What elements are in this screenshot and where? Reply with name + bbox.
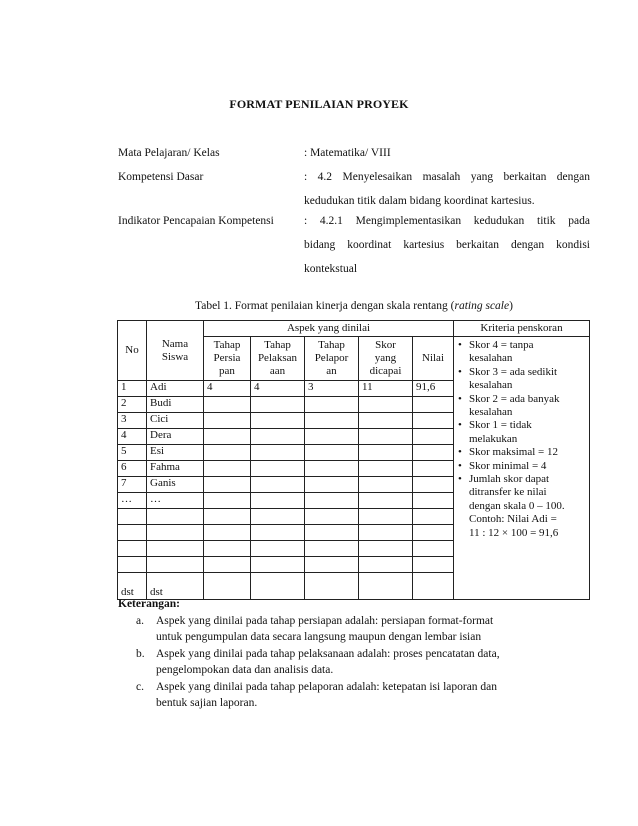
cell-nilai [413,445,454,461]
keterangan-line: Aspek yang dinilai pada tahap pelaksanaan adalah: proses pencatatan data, [156,648,500,660]
cell-nama: … [147,493,204,509]
criteria-example-line: Contoh: Nilai Adi = [469,513,557,526]
header-pelaksanaan [251,337,305,381]
cell-nilai [413,541,454,557]
cell-skor [359,397,413,413]
cell-nama: Budi [147,397,204,413]
criteria-item-line: kesalahan [469,352,513,365]
header-pelaksanaan-line: Pelaksan [257,352,298,364]
cell-skor [359,525,413,541]
cell-no: 5 [118,445,147,461]
caption-end: ) [509,300,513,312]
criteria-item-line: • Skor 2 = ada banyak [469,392,560,405]
cell-no [118,541,147,557]
cell-persiapan [204,397,251,413]
cell-nilai [413,493,454,509]
cell-no: 1 [118,381,147,397]
header-pelaksanaan-line: Tahap [264,339,291,351]
cell-nama: dst [147,573,204,600]
keterangan-line: Aspek yang dinilai pada tahap pelaporan adalah: ketepatan isi laporan dan [156,681,498,693]
keterangan-section [118,598,590,713]
header-skor [359,337,413,381]
cell-persiapan [204,413,251,429]
cell-pelaporan [305,461,359,477]
criteria-item-line: dengan skala 0 – 100. [469,499,565,512]
header-persiapan-line: Persia [213,352,241,364]
cell-pelaporan [305,397,359,413]
ipk-line-2: bidang koordinat kartesius berkaitan dengan kondisi [304,239,590,251]
criteria-item-line: • Skor maksimal = 12 [469,446,559,459]
cell-pelaporan [305,573,359,600]
cell-skor [359,477,413,493]
criteria-item [457,460,586,473]
cell-nilai: 91,6 [413,381,454,397]
criteria-item [457,473,586,513]
cell-pelaporan [305,493,359,509]
rating-table [117,320,590,600]
cell-no: 7 [118,477,147,493]
cell-nama [147,525,204,541]
header-skor-line: Skor [375,339,396,351]
cell-nama: Cici [147,413,204,429]
criteria-item [457,366,586,393]
criteria-item [457,419,586,446]
criteria-item-line: • Skor 3 = ada sedikit [469,365,558,378]
cell-pelaksanaan [251,541,305,557]
cell-pelaksanaan [251,461,305,477]
header-nama-line: Nama [161,337,189,350]
ipk-line-3: kontekstual [304,263,358,275]
cell-nilai [413,573,454,600]
criteria-item-line: • Skor 1 = tidak [469,419,532,432]
cell-nama: Dera [147,429,204,445]
cell-nilai [413,509,454,525]
criteria-item [457,339,586,366]
cell-nama: Adi [147,381,204,397]
cell-nilai [413,397,454,413]
header-pelaksanaan-line: aan [269,365,286,377]
cell-no: dst [118,573,147,600]
cell-no: 3 [118,413,147,429]
cell-pelaksanaan [251,477,305,493]
cell-pelaksanaan [251,413,305,429]
cell-skor [359,573,413,600]
cell-pelaksanaan [251,557,305,573]
keterangan-line: bentuk sajian laporan. [156,696,258,709]
cell-persiapan [204,541,251,557]
cell-no: … [118,493,147,509]
criteria-item-line: • Skor 4 = tanpa [469,339,534,351]
cell-persiapan [204,509,251,525]
cell-skor: 11 [359,381,413,397]
header-pelaporan-line: Tahap [318,339,345,351]
cell-persiapan: 4 [204,381,251,397]
cell-nama [147,541,204,557]
caption-text: Tabel 1. Format penilaian kinerja dengan skala rentang ( [195,300,455,312]
criteria-list [457,339,586,513]
criteria-item-line: melakukan [469,432,518,445]
ipk-label: Indikator Pencapaian Kompetensi [118,215,274,227]
cell-no: 2 [118,397,147,413]
keterangan-item [118,647,590,678]
cell-no [118,525,147,541]
keterangan-line: pengelompokan data dan analisis data. [156,663,334,676]
cell-pelaporan: 3 [305,381,359,397]
criteria-item-line: • Jumlah skor dapat [469,473,550,486]
cell-nilai [413,413,454,429]
criteria-item [457,446,586,459]
cell-persiapan [204,477,251,493]
header-persiapan-line: Tahap [213,339,241,351]
cell-no: 6 [118,461,147,477]
cell-pelaksanaan [251,429,305,445]
cell-nama [147,509,204,525]
ipk-line-1: : 4.2.1 Mengimplementasikan kedudukan titik pada [304,215,590,227]
cell-nilai [413,429,454,445]
cell-pelaksanaan [251,509,305,525]
keterangan-marker: c. [136,681,144,693]
keterangan-heading: Keterangan: [118,598,180,610]
cell-skor [359,461,413,477]
cell-no [118,557,147,573]
cell-persiapan [204,461,251,477]
cell-nama [147,557,204,573]
keterangan-item [118,680,590,711]
cell-skor [359,445,413,461]
header-persiapan [204,337,251,381]
header-nilai: Nilai [413,337,454,381]
cell-skor [359,557,413,573]
cell-pelaksanaan [251,397,305,413]
criteria-item-line: kesalahan [469,406,513,419]
table-caption [118,300,590,312]
criteria-item-line: ditransfer ke nilai [469,486,547,499]
cell-pelaporan [305,557,359,573]
header-pelaporan-line: an [326,365,337,377]
cell-pelaporan [305,413,359,429]
cell-persiapan [204,493,251,509]
cell-pelaporan [305,525,359,541]
header-nama-line: Siswa [161,350,189,363]
cell-pelaporan [305,477,359,493]
cell-no: 4 [118,429,147,445]
cell-nilai [413,525,454,541]
cell-pelaporan [305,429,359,445]
cell-pelaksanaan [251,493,305,509]
cell-persiapan [204,573,251,600]
criteria-item-line: kesalahan [469,379,513,392]
cell-nama: Ganis [147,477,204,493]
cell-pelaksanaan [251,445,305,461]
cell-persiapan [204,525,251,541]
cell-nilai [413,557,454,573]
caption-italic: rating scale [454,300,510,312]
cell-persiapan [204,557,251,573]
header-pelaporan [305,337,359,381]
cell-no [118,509,147,525]
keterangan-line: untuk pengumpulan data secara langsung maupun dengan lembar isian [156,630,482,643]
header-pelaporan-line: Pelapor [314,352,349,364]
keterangan-marker: a. [136,615,144,627]
keterangan-list [118,614,590,711]
cell-nilai [413,461,454,477]
header-nama [147,321,204,381]
mapel-label: Mata Pelajaran/ Kelas [118,147,220,159]
criteria-example-line: 11 : 12 × 100 = 91,6 [469,526,559,539]
cell-nama: Fahma [147,461,204,477]
cell-pelaksanaan: 4 [251,381,305,397]
document-title: FORMAT PENILAIAN PROYEK [229,97,409,111]
kd-label: Kompetensi Dasar [118,171,204,183]
header-skor-line: dicapai [369,365,402,377]
criteria-item [457,393,586,420]
kd-line-2: kedudukan titik dalam bidang koordinat kartesius. [304,195,535,207]
cell-nama: Esi [147,445,204,461]
header-persiapan-line: pan [219,365,235,377]
kd-line-1: : 4.2 Menyelesaikan masalah yang berkaitan dengan [304,171,590,183]
header-skor-line: yang [374,352,397,364]
criteria-item-line: • Skor minimal = 4 [469,459,547,472]
cell-pelaksanaan [251,573,305,600]
keterangan-line: Aspek yang dinilai pada tahap persiapan adalah: persiapan format-format [156,615,494,627]
cell-skor [359,429,413,445]
criteria-cell [454,337,590,600]
header-kriteria: Kriteria penskoran [454,321,590,337]
cell-pelaporan [305,509,359,525]
header-no: No [118,321,147,381]
cell-persiapan [204,429,251,445]
cell-skor [359,541,413,557]
mapel-value: : Matematika/ VIII [304,147,391,159]
cell-pelaporan [305,541,359,557]
header-aspek: Aspek yang dinilai [204,321,454,337]
cell-pelaporan [305,445,359,461]
cell-pelaksanaan [251,525,305,541]
cell-skor [359,493,413,509]
cell-skor [359,509,413,525]
keterangan-item [118,614,590,645]
cell-nilai [413,477,454,493]
keterangan-marker: b. [136,648,145,660]
cell-skor [359,413,413,429]
cell-persiapan [204,445,251,461]
